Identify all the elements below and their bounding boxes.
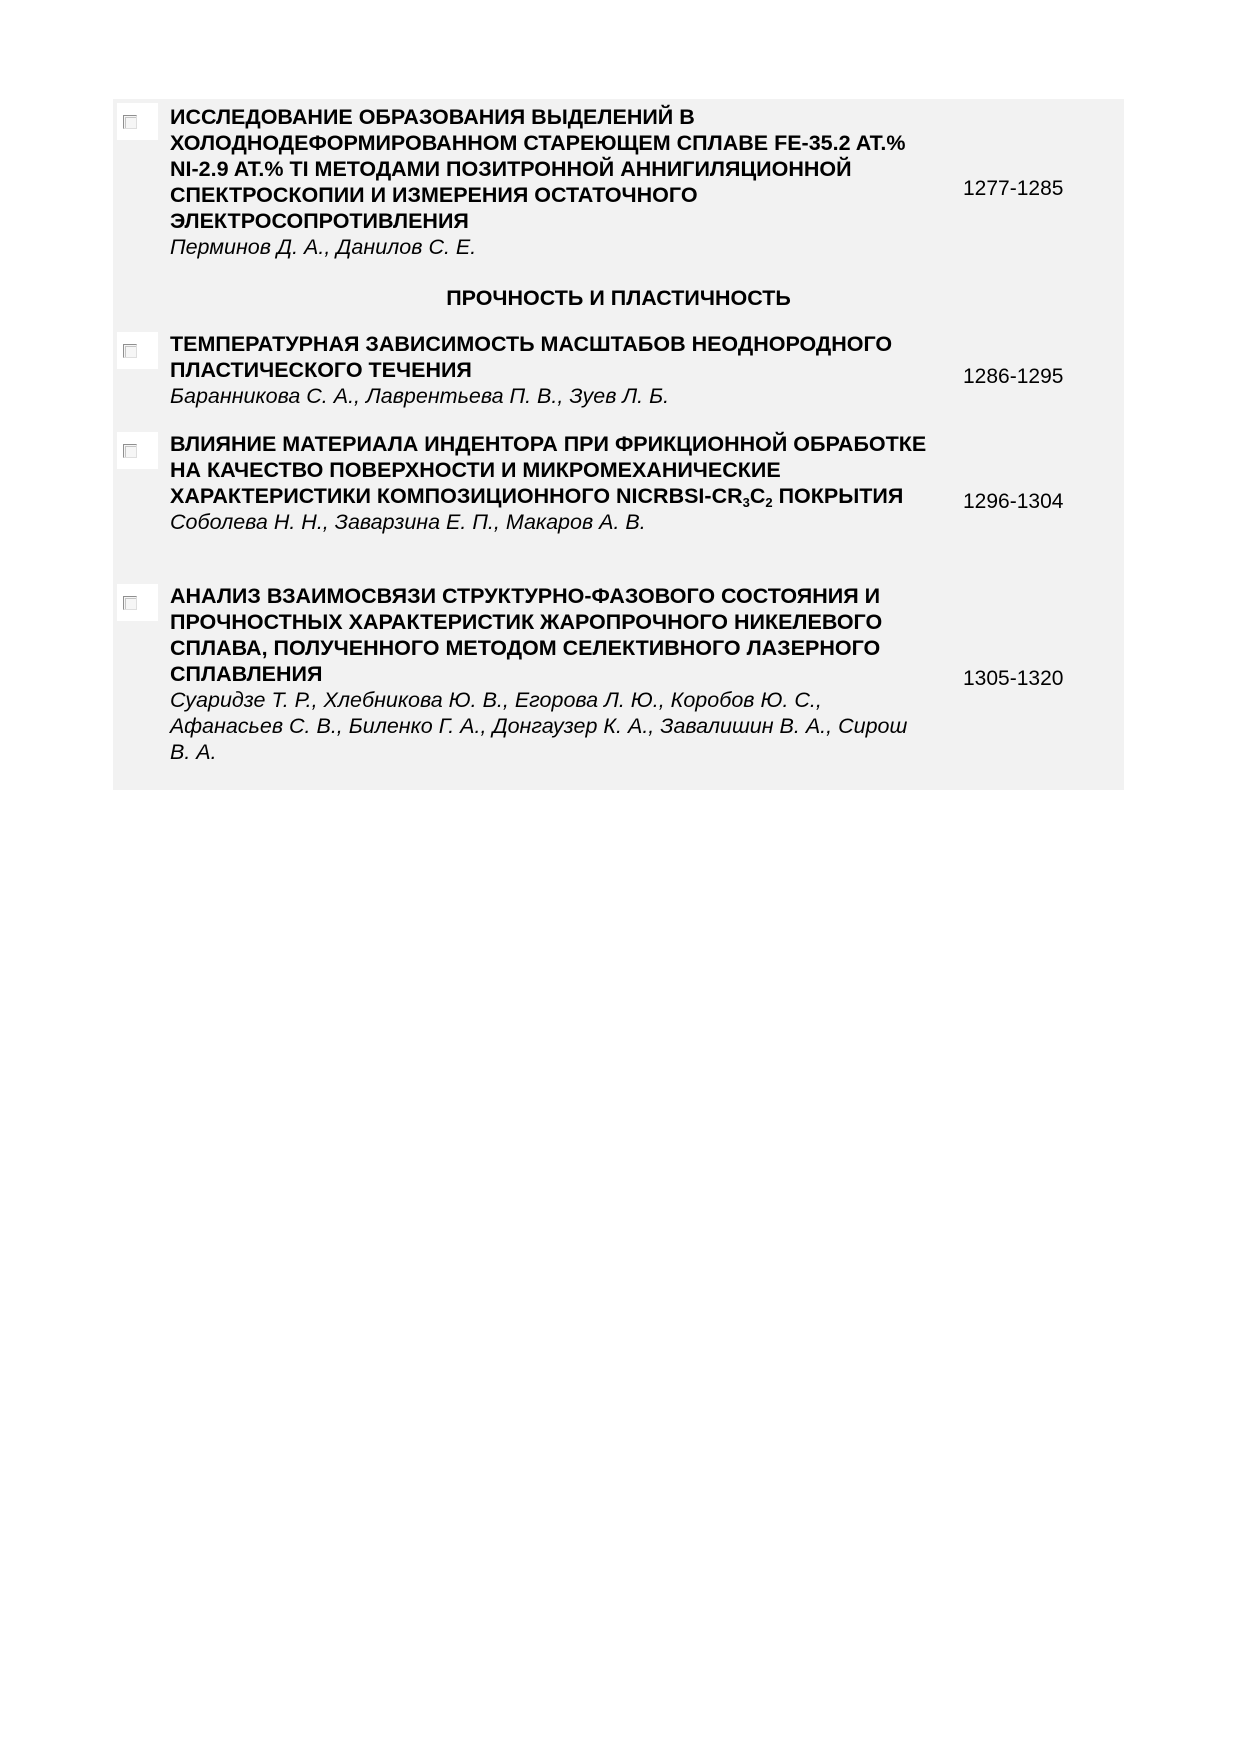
checkbox-icon (123, 115, 137, 129)
checkbox-icon (123, 444, 137, 458)
checkbox-icon (123, 596, 137, 610)
article-title[interactable]: АНАЛИЗ ВЗАИМОСВЯЗИ СТРУКТУРНО-ФАЗОВОГО СОСТОЯНИЯ И ПРОЧНОСТНЫХ ХАРАКТЕРИСТИК ЖАРОПРОЧНОГО НИКЕЛЕВОГО СПЛАВА, ПОЛУЧЕННОГО МЕТОДОМ СЕЛЕКТИВНОГО ЛАЗЕРНОГО СПЛАВЛЕНИЯ (170, 584, 883, 686)
entry-text (170, 331, 930, 409)
article-authors: Баранникова С. А., Лаврентьева П. В., Зуев Л. Б. (170, 384, 670, 408)
checkbox-icon (123, 344, 137, 358)
article-authors: Соболева Н. Н., Заварзина Е. П., Макаров А. В. (170, 510, 646, 534)
select-checkbox[interactable] (117, 103, 158, 140)
table-of-contents (113, 99, 1124, 790)
entry-text (170, 583, 930, 765)
article-authors: Перминов Д. А., Данилов С. Е. (170, 235, 477, 259)
select-checkbox[interactable] (117, 584, 158, 621)
select-checkbox[interactable] (117, 332, 158, 369)
article-authors: Суаридзе Т. Р., Хлебникова Ю. В., Егорова Л. Ю., Коробов Ю. С., Афанасьев С. В., Биленко Г. А., Донгаузер К. А., Завалишин В. А., Сирош В. А. (170, 688, 908, 764)
page-range: 1286-1295 (963, 365, 1064, 388)
subscript: 2 (765, 495, 773, 510)
subscript: 3 (742, 495, 750, 510)
page-range: 1305-1320 (963, 667, 1064, 690)
title-text: ПОКРЫТИЯ (772, 484, 904, 508)
article-title[interactable]: ИССЛЕДОВАНИЕ ОБРАЗОВАНИЯ ВЫДЕЛЕНИЙ В ХОЛОДНОДЕФОРМИРОВАННОМ СТАРЕЮЩЕМ СПЛАВЕ FE-35.2 AT.% NI-2.9 AT.% TI МЕТОДАМИ ПОЗИТРОННОЙ АННИГИЛЯЦИОННОЙ СПЕКТРОСКОПИИ И ИЗМЕРЕНИЯ ОСТАТОЧНОГО ЭЛЕКТРОСОПРОТИВЛЕНИЯ (170, 105, 906, 233)
select-checkbox[interactable] (117, 432, 158, 469)
section-heading: ПРОЧНОСТЬ И ПЛАСТИЧНОСТЬ (446, 286, 791, 310)
article-title[interactable] (170, 431, 930, 509)
entry-text (170, 431, 930, 535)
title-text: C (749, 484, 766, 508)
entry-text (170, 104, 930, 260)
page-range: 1296-1304 (963, 490, 1064, 513)
page-range: 1277-1285 (963, 177, 1064, 200)
title-text: ВЛИЯНИЕ МАТЕРИАЛА ИНДЕНТОРА ПРИ ФРИКЦИОННОЙ ОБРАБОТКЕ НА КАЧЕСТВО ПОВЕРХНОСТИ И МИКРОМЕХАНИЧЕСКИЕ ХАРАКТЕРИСТИКИ КОМПОЗИЦИОННОГО NICRBSI-CR (170, 432, 927, 508)
article-title[interactable]: ТЕМПЕРАТУРНАЯ ЗАВИСИМОСТЬ МАСШТАБОВ НЕОДНОРОДНОГО ПЛАСТИЧЕСКОГО ТЕЧЕНИЯ (170, 332, 893, 382)
